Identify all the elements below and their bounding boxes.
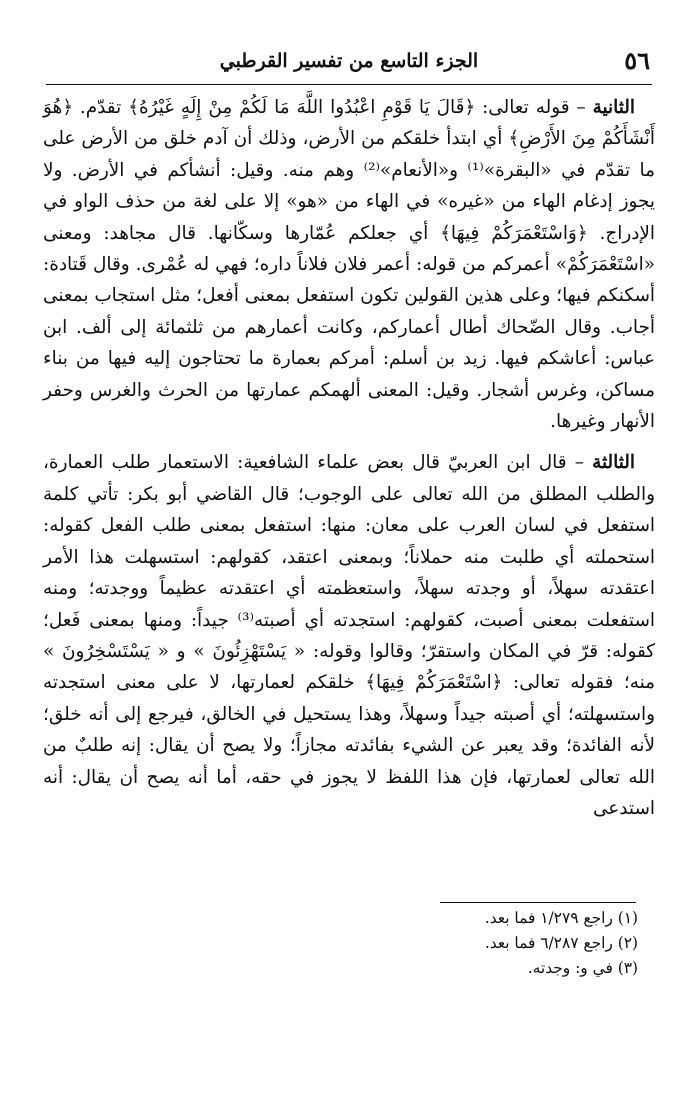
footnote-1: (١) راجع ١/٢٧٩ فما بعد. [484, 909, 638, 927]
running-title: الجزء التاسع من تفسير القرطبي [219, 50, 479, 72]
footnote-2: (٢) راجع ٦/٢٨٧ فما بعد. [484, 934, 638, 952]
paragraph-text: – قال ابن العربيّ قال بعض علماء الشافعية: الاستعمار طلب العمارة، والطلب المطلق من الله تعالى على الوجوب؛ قال القاضي أبو بكر: تأتي كلمة استفعل في لسان العرب على معان: منها: استفعل بمعنى طلب الفعل كقوله: استحملته أي طلبت منه حملاناً؛ وبمعنى اعتقد، كقولهم: استسهلت هذا الأمر اعتقدته سهلاً، أو وجدته سهلاً، واستعظمته أي اعتقدته عظيماً ووجدته؛ ومنه استفعلت بمعنى أصبت، كقولهم: استجدته أي أصبته⁽³⁾ جيداً: ومنها بمعنى فَعل؛ كقوله: قرّ في المكان واستقرّ؛ وقالوا وقوله: « يَسْتَهْزِئُونَ » و « يَسْتَسْخِرُونَ » منه؛ فقوله تعالى: ﴿اسْتَعْمَرَكُمْ فِيهَا﴾ خلقكم لعمارتها، لا على معنى استجدته واستسهلته؛ أي أصبته جيداً وسهلاً، وهذا يستحيل في الخالق، فيرجع إلى أنه خلق؛ لأنه الفائدة؛ وقد يعبر عن الشيء بفائدته مجازاً؛ ولا يصح أن يقال: إنه طلبٌ من الله تعالى لعمارتها، فإن هذا اللفظ لا يجوز في حقه، أما أنه يصح أن يقال: أنه استدعى [43, 452, 655, 819]
page-header [46, 40, 652, 85]
page-number: ٥٦ [624, 46, 650, 75]
paragraph-text: – قوله تعالى: ﴿قَالَ يَا قَوْمِ اعْبُدُوا اللَّهَ مَا لَكُمْ مِنْ إِلَهٍ غَيْرُهُ﴾ تقدّم. ﴿هُوَ أَنْشَأَكُمْ مِنَ الأَرْضِ﴾ أي ابتدأ خلقكم من الأرض، وذلك أن آدم خلق من الأرض على ما تقدّم في «البقرة»⁽¹⁾ و«الأنعام»⁽²⁾ وهم منه. وقيل: أنشأكم في الأرض. ولا يجوز إدغام الهاء من «غيره» في الهاء من «هو» إلا على لغة من حذف الواو في الإدراج. ﴿وَاسْتَعْمَرَكُمْ فِيهَا﴾ أي جعلكم عُمّارها وسكّانها. قال مجاهد: ومعنى «اسْتَعْمَرَكُمْ» أعمركم من قوله: أعمر فلان فلاناً داره؛ فهي له عُمْرى. وقال قَتادة: أسكنكم فيها؛ وعلى هذين القولين تكون استفعل بمعنى أفعل؛ مثل استجاب بمعنى أجاب. وقال الضّحاك أطال أعماركم، وكانت أعمارهم من ثلثمائة إلى ألف. ابن عباس: أعاشكم فيها. زيد بن أسلم: أمركم بعمارة ما تحتاجون إليه فيها من بناء مساكن، وغرس أشجار. وقيل: المعنى ألهمكم عمارتها من الحرث والغرس وحفر الأنهار وغيرها. [43, 97, 655, 433]
paragraph-third [43, 447, 655, 824]
paragraph-second [43, 92, 655, 437]
footnote-divider [440, 902, 636, 903]
footnotes [218, 906, 638, 981]
body-text [43, 92, 655, 824]
paragraph-lead: الثانية [592, 97, 635, 118]
footnote-3: (٣) في و: وجدته. [527, 959, 638, 977]
paragraph-lead: الثالثة [592, 452, 635, 474]
